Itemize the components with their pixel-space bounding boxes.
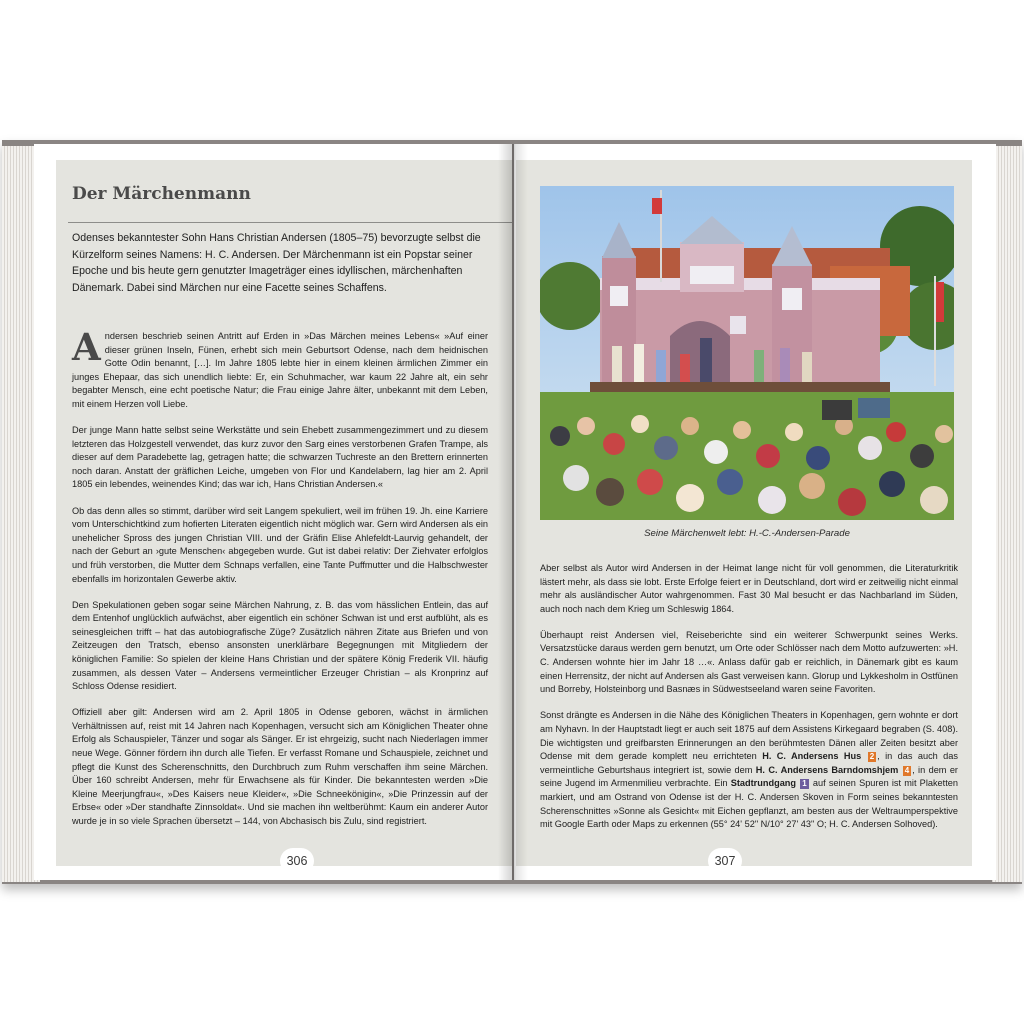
paragraph-text: ndersen beschrieb seinen Antritt auf Erden in »Das Märchen meines Lebens« »Auf einer dieser grünen Inseln, Fünen, erhebt sich mein Geburtsort Odense, nach dem heidnischen Gotte Odin benannt, […]. Im Jahre 1805 lebte hier in einem kleinen ärmlichen Zimmer ein junges Ehepaar, das sich unendlich liebte: Er, ein Schuhmacher, war kaum 22 Jahre alt, ein sehr begabter Mensch, eine echt poetische Natur; die Frau einige Jahre älter, unbekannt mit dem Leben, mit einem Herzen voll Liebe.	[72, 331, 488, 409]
page-number: 306	[280, 848, 314, 874]
paragraph: Offiziell aber gilt: Andersen wird am 2. April 1805 in Odense geboren, wächst in ärmlichen Verhältnissen auf, reist mit 14 Jahren nach Kopenhagen, versucht sich am Königlichen Theater ohne Erfolg als Schauspieler, Tänzer und sogar als Sänger. Er ist ehrgeizig, sucht nach Niederlagen immer neue Wege. Gönner fördern ihn durch alle Tiefen. Er verfasst Romane und Schauspiele, zeichnet und pflegt die Kunst des Scherenschnitts, den Durchbruch zum Ruhm verschaffen ihm seine Märchen. Über 160 schreibt Andersen, mehr für Erwachsene als für Kinder. Die bekanntesten werden »Die Kleine Meerjungfrau«, »Des Kaisers neue Kleider«, »Die Schneekönigin«, »Die Prinzessin auf der Erbse« oder »Der standhafte Zinnsoldat«. Und sie machen ihn weltberühmt: Kaum ein anderer Autor wurde je in so viele Sprachen übersetzt – 144, von Abchasisch bis Zulu, sind registriert.	[72, 707, 488, 826]
paragraph-text: auf seinen Spuren ist mit Plaketten markiert, und am Ostrand von Odense ist der H. C. Andersen Skoven in Form seines bekanntesten Scherenschnittes »Sonne als Gesicht« mit Eichen gepflanzt, am besten aus der Weltraumperspektive mit Google Earth oder Maps zu erkennen (55° 24' 52" N/10° 27' 43" O; H. C. Andersen Solhoved).	[540, 778, 958, 830]
paragraph: Überhaupt reist Andersen viel, Reiseberichte sind ein weiterer Schwerpunkt seines Werks. Versatzstücke daraus werden gern benutzt, um Orte oder Schlösser nach dem Motto aufzuwerten: »H. C. Andersen wohnte hier im Jahr 18 …«. Anlass dafür gab er reichlich, in Dänemark gibt es kaum einen Herrensitz, der nicht auf Andersen als Gast verweisen kann. Glorup und Lykkesholm in Ostfünen und Borreby, Holsteinborg und Basnæs in Südwestseeland waren seine Favoriten.	[540, 629, 958, 695]
paragraph	[72, 325, 488, 412]
place-name-stadtrundgang: Stadtrundgang	[730, 778, 797, 789]
map-marker-badge: 1	[802, 779, 807, 789]
intro-paragraph: Odenses bekanntester Sohn Hans Christian Andersen (1805–75) bevorzugte selbst die Kürzelform seines Namens: H. C. Andersen. Der Märchenmann ist ein Popstar seiner Epoche und bis heute gern genutzter Imageträger eines idyllischen, märchenhaften Dänemark. Dabei sind Märchen nur eine Facette seines Schaffens.	[72, 232, 481, 294]
drop-cap: A	[72, 325, 101, 369]
right-body-text	[540, 562, 958, 844]
parade-illustration	[540, 186, 954, 520]
open-book	[2, 140, 1022, 884]
map-marker-badge: 4	[904, 765, 910, 775]
paragraph: Der junge Mann hatte selbst seine Werkstätte und sein Ehebett zusammengezimmert und zu diesem letzteren das Holzgestell verwendet, das kurz zuvor den Sarg eines verstorbenen Grafen Trampe, als dieser auf dem Paradebette lag, getragen hatte; die schwarzen Tuchreste an den Brettern erinnerten noch daran. Anstatt der gräflichen Leiche, umgeben von Flor und Kandelabern, lag hier am 2. April 1805 ein lebendes, weinendes Kind; das war ich, Hans Christian Andersen.«	[72, 425, 488, 490]
paragraph-text: , in dem er seine Jugend im Armenmilieu verbrachte. Ein	[540, 764, 958, 789]
page-edges-right	[992, 146, 1022, 882]
right-page	[514, 144, 996, 880]
map-marker-badge: 2	[869, 752, 875, 762]
left-body-text	[72, 325, 488, 841]
chapter-title: Der Märchenmann	[72, 184, 251, 204]
paragraph: Aber selbst als Autor wird Andersen in der Heimat lange nicht für voll genommen, die Literaturkritik lästert mehr, als dass sie lobt. Erste Erfolge feiert er in Deutschland, dort wird er zeitweilig nicht einmal mehr als ausländischer Autor wahrgenommen. Fast 30 Mal besucht er das Nachbarland im Süden, auch noch nach dem Krieg um Schleswig 1864.	[540, 563, 958, 614]
paragraph-text: , in das auch das vermeintliche Geburtshaus integriert ist, sowie dem	[540, 751, 958, 775]
paragraph-text: Sonst drängte es Andersen in die Nähe des Königlichen Theaters in Kopenhagen, gern wohnte er dort am Nyhavn. In der Hauptstadt liegt er auch seit 1875 auf dem Assistens Kirkegaard begraben (S. 408). Die wichtigsten und greifbarsten Erinnerungen an den berühmtesten Dänen aller Zeiten besitzt aber Odense mit dem gerade komplett neu errichteten	[540, 710, 958, 762]
paragraph: Den Spekulationen geben sogar seine Märchen Nahrung, z. B. das vom hässlichen Entlein, das auf dem Entenhof unglücklich aufwächst, aber eigentlich ein schöner Schwan ist und erst aufblüht, als es seinesgleichen trifft – hat das autobiografische Züge? Zusätzlich nähren Zitate aus Briefen und von Zeitzeugen den Tratsch, ebenso ansonsten unerklärbare Begegnungen mit Mitgliedern der königlichen Familie: So spielen der kleine Hans Christian und der spätere König Frederik VII. häufig zusammen, als dessen Vater – Andersens vermeintlicher Erzeuger Christian – als Kronprinz auf Schloss Odense residiert.	[72, 599, 488, 692]
photo-caption: Seine Märchenwelt lebt: H.-C.-Andersen-Parade	[644, 528, 850, 539]
place-name-barndomshjem: H. C. Andersens Barndomshjem	[755, 764, 899, 775]
page-number: 307	[708, 848, 742, 874]
left-page	[34, 144, 512, 880]
title-divider	[68, 222, 512, 223]
paragraph	[540, 709, 958, 831]
place-name-andersens-hus: H. C. Andersens Hus	[762, 751, 862, 762]
paragraph: Ob das denn alles so stimmt, darüber wird seit Langem spekuliert, weil im frühen 19. Jh. eine Karriere vom Unterschichtkind zum hofierten Literaten eigentlich nicht möglich war. Gern wird Andersen als ein unehelicher Spross des jungen Christian VIII. und der Gräfin Elise Ahlefeldt-Laurvig gehandelt, der nach der Geburt an ›gute Menschen‹ abgegeben wurde. Gut ist dabei relativ: Der Ziehvater erfolglos und früh verstorben, die Mutter dem Schnaps verfallen, eine Tante Puffmutter und die Halbschwester ebenfalls im horizontalen Gewerbe aktiv.	[72, 505, 488, 584]
parade-photo	[540, 186, 954, 520]
